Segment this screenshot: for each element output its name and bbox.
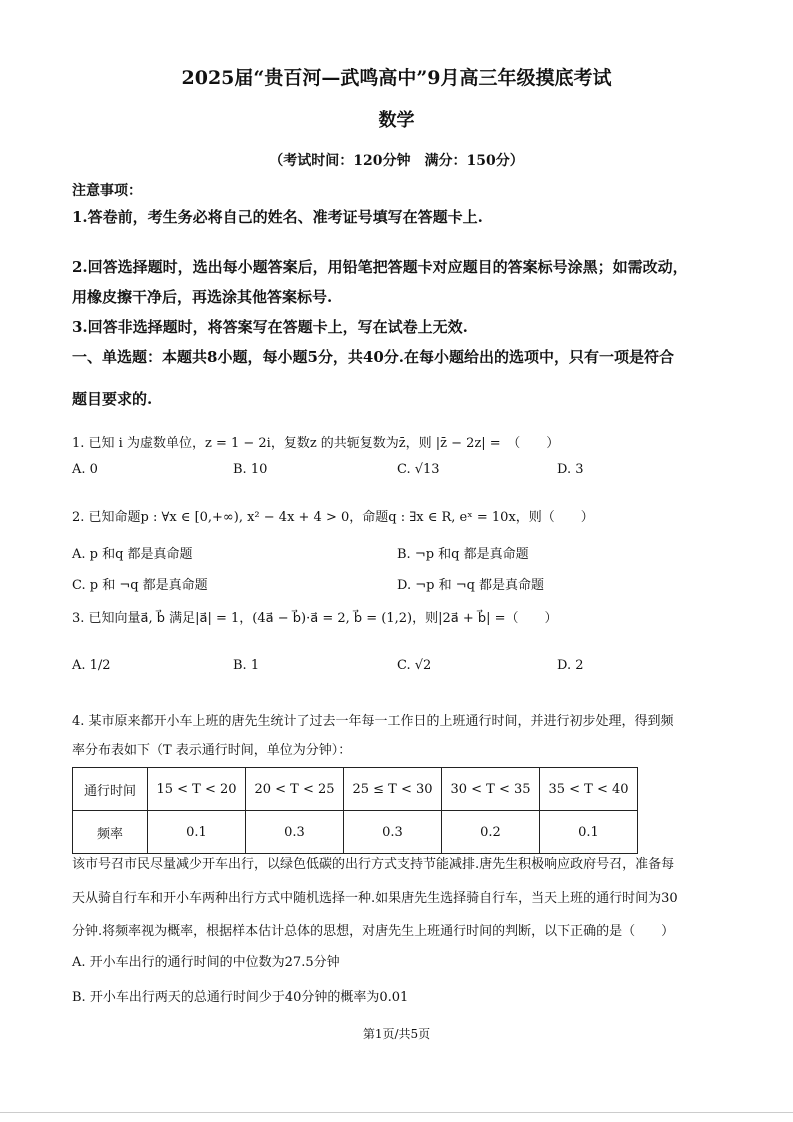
frequency-cell: 0.1 [540, 811, 638, 854]
row-header: 通行时间 [73, 768, 148, 811]
frequency-cell: 0.3 [344, 811, 442, 854]
table-row [73, 811, 638, 854]
q3-stem: 3. 已知向量a⃗, b⃗ 满足|a⃗| = 1，(4a⃗ − b⃗)·a⃗ = 2, b⃗ = (1,2)，则|2a⃗ + b⃗| =（ ） [72, 611, 558, 626]
row-header: 频率 [73, 811, 148, 854]
q3-option-c: C. √2 [397, 658, 432, 673]
frequency-cell: 0.1 [148, 811, 246, 854]
q4-text-1: 该市号召市民尽量减少开车出行，以绿色低碳的出行方式支持节能减排.唐先生积极响应政府号召，准备每 [72, 857, 675, 872]
q4-stem-cont: 率分布表如下（T 表示通行时间，单位为分钟）： [72, 743, 352, 758]
q2-stem: 2. 已知命题p : ∀x ∈ [0,+∞), x² − 4x + 4 > 0，命题q : ∃x ∈ R, eˣ = 10x，则（ ） [72, 510, 594, 525]
q1-stem: 1. 已知 i 为虚数单位，z = 1 − 2i，复数z 的共轭复数为z̄，则 |z̄ − 2z| = （ ） [72, 436, 560, 451]
note-2: 2.回答选择题时，选出每小题答案后，用铅笔把答题卡对应题目的答案标号涂黑；如需改动， [72, 258, 688, 276]
interval-cell: 30 < T < 35 [442, 768, 540, 811]
q3-option-d: D. 2 [557, 658, 584, 673]
interval-cell: 25 ≤ T < 30 [344, 768, 442, 811]
q4-stem: 4. 某市原来都开小车上班的唐先生统计了过去一年每一工作日的上班通行时间，并进行初步处理，得到频 [72, 714, 674, 729]
q2-option-d: D. ¬p 和 ¬q 都是真命题 [397, 578, 545, 593]
section-heading: 一、单选题：本题共8小题，每小题5分，共40分.在每小题给出的选项中，只有一项是符合 [72, 348, 674, 366]
note-3: 3.回答非选择题时，将答案写在答题卡上，写在试卷上无效. [72, 318, 468, 336]
q4-text-3: 分钟.将频率视为概率，根据样本估计总体的思想，对唐先生上班通行时间的判断，以下正确的是（ ） [72, 924, 675, 939]
q3-option-b: B. 1 [233, 658, 260, 673]
q3-option-a: A. 1/2 [72, 658, 111, 673]
page-footer: 第1页/共5页 [362, 1027, 431, 1041]
note-2-cont: 用橡皮擦干净后，再选涂其他答案标号. [72, 288, 333, 306]
q2-option-c: C. p 和 ¬q 都是真命题 [72, 578, 208, 593]
table-row [73, 768, 638, 811]
q1-option-c: C. √13 [397, 462, 440, 477]
exam-info: （考试时间：120分钟 满分：150分） [269, 153, 524, 169]
interval-cell: 20 < T < 25 [246, 768, 344, 811]
section-heading-cont: 题目要求的. [72, 390, 153, 408]
q1-option-b: B. 10 [233, 462, 268, 477]
q4-text-2: 天从骑自行车和开小车两种出行方式中随机选择一种.如果唐先生选择骑自行车，当天上班的通行时间为30 [72, 891, 678, 906]
interval-cell: 15 < T < 20 [148, 768, 246, 811]
q4-option-b: B. 开小车出行两天的总通行时间少于40分钟的概率为0.01 [72, 990, 409, 1005]
frequency-cell: 0.2 [442, 811, 540, 854]
q1-option-a: A. 0 [72, 462, 98, 477]
frequency-cell: 0.3 [246, 811, 344, 854]
exam-title: 2025届“贵百河—武鸣高中”9月高三年级摸底考试 [181, 67, 612, 89]
page-divider [0, 1112, 793, 1113]
subject-title: 数学 [378, 110, 415, 131]
q4-option-a: A. 开小车出行的通行时间的中位数为27.5分钟 [72, 955, 340, 970]
q1-option-d: D. 3 [557, 462, 584, 477]
frequency-table [72, 767, 638, 854]
q2-option-b: B. ¬p 和q 都是真命题 [397, 547, 529, 562]
notes-heading: 注意事项： [72, 183, 142, 199]
q2-option-a: A. p 和q 都是真命题 [72, 547, 193, 562]
interval-cell: 35 < T < 40 [540, 768, 638, 811]
note-1: 1.答卷前，考生务必将自己的姓名、准考证号填写在答题卡上. [72, 208, 483, 226]
